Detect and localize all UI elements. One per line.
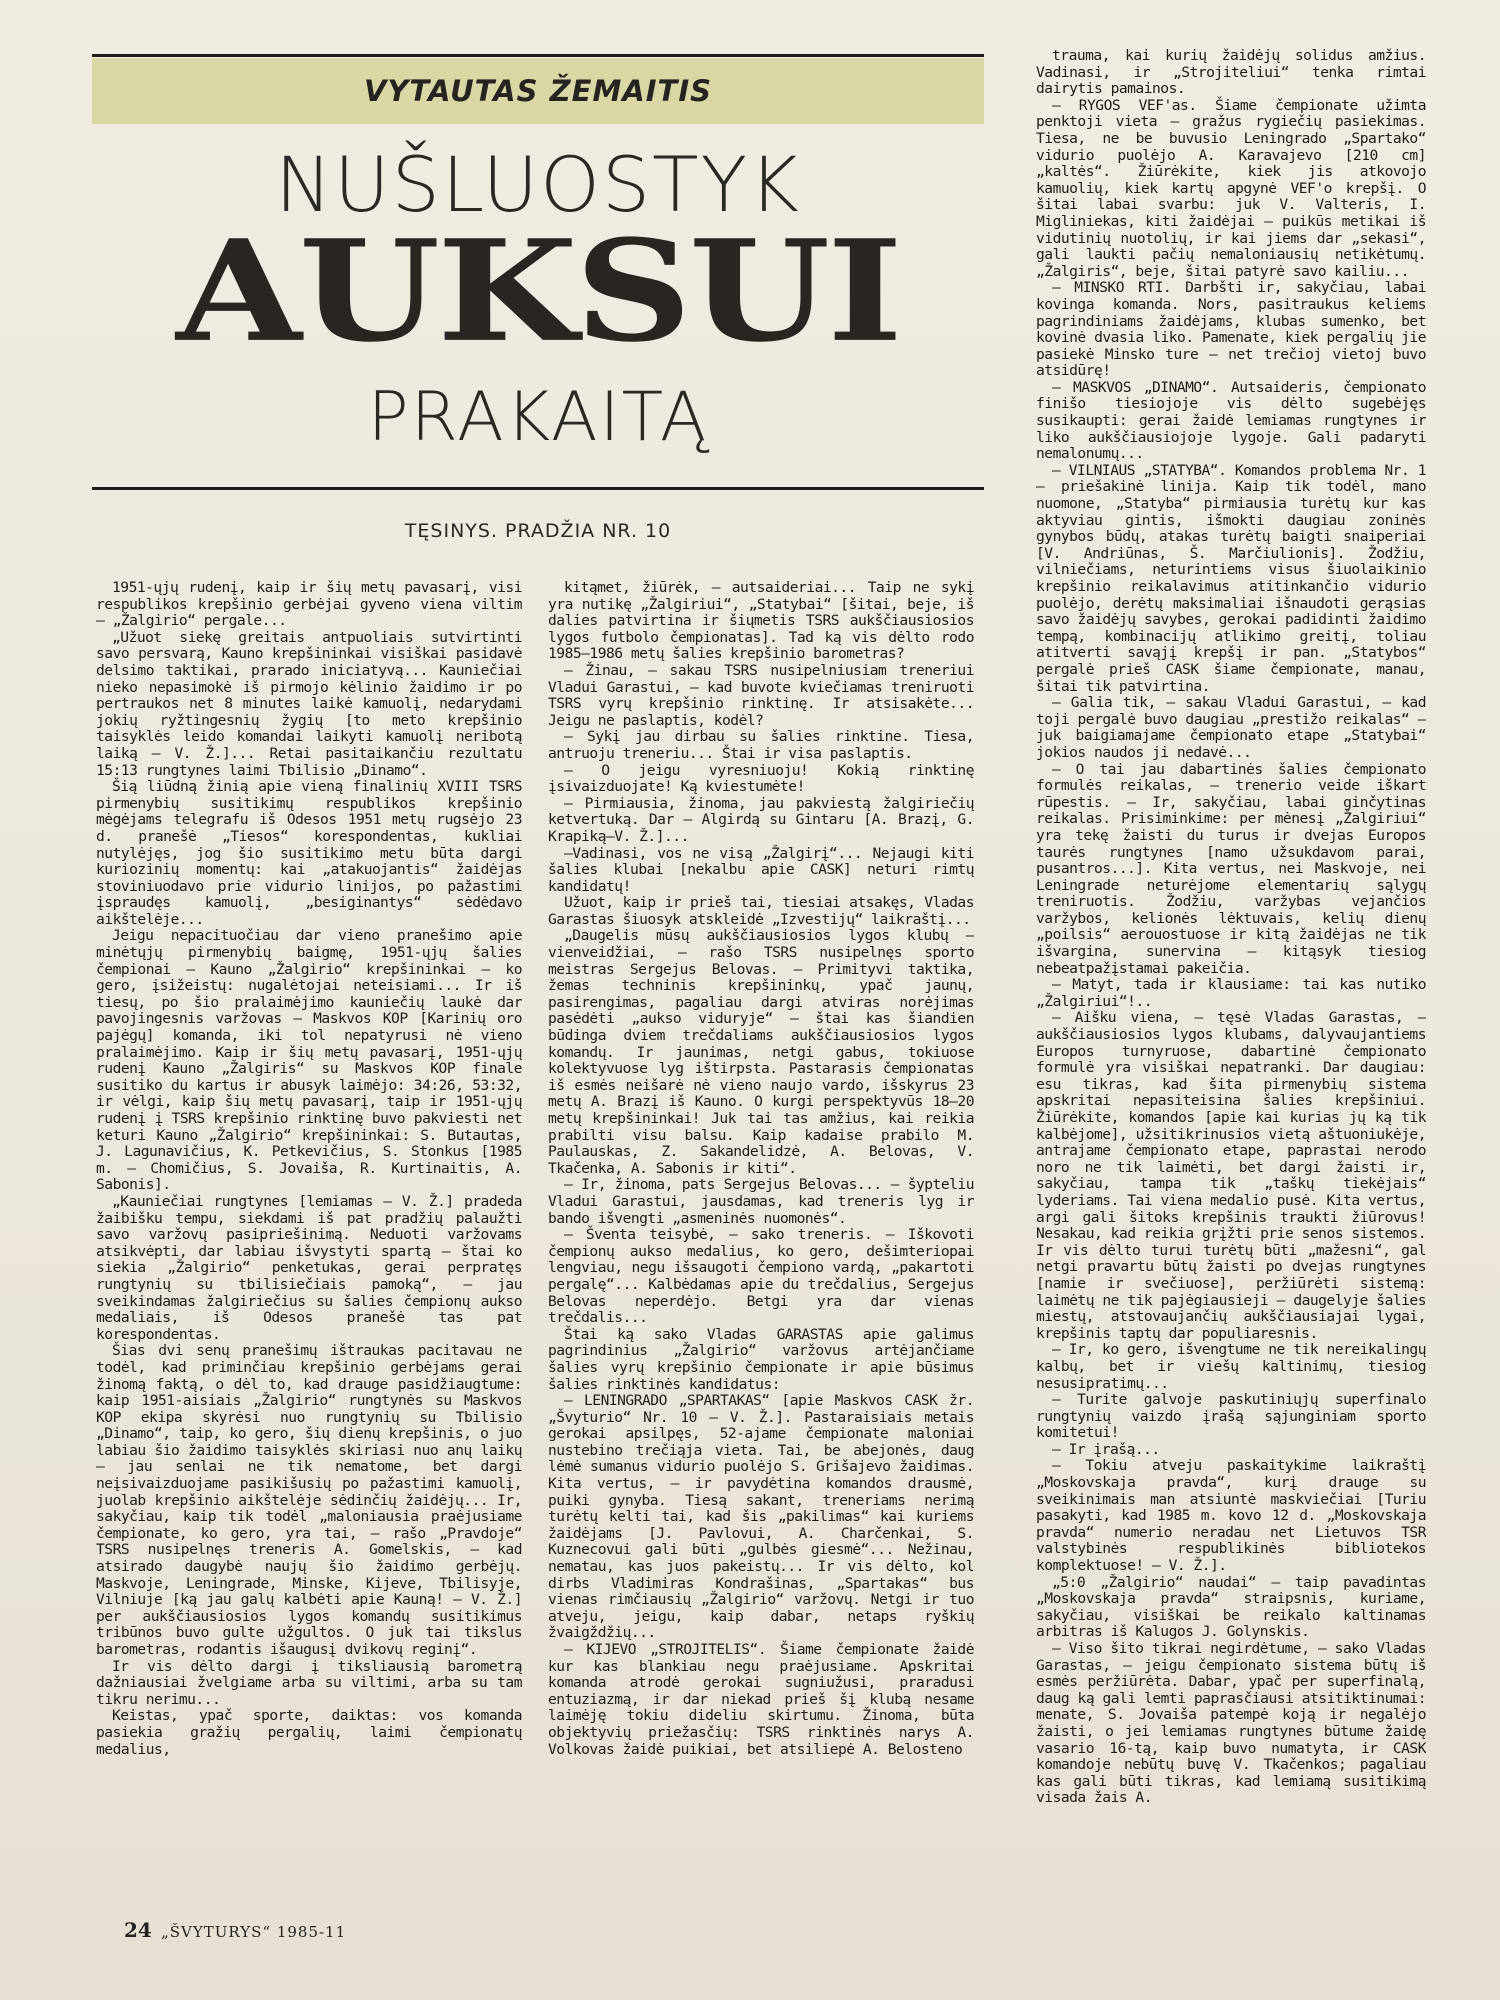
article-paragraph: — KIJEVO „STROJITELIS“. Šiame čempionate žaidė kur kas blankiau negu praėjusiame. Apskritai komanda atrodė gerokai sugniužusi, praradusi entuziazmą, ir dar niekad prieš šį klubą nesame laimėję tokiu dideliu skirtumu. Žinoma, būta objektyvių priežasčių: TSRS rinktinės narys A. Volkovas žaidė puikiai, bet atsiliepė A. Belosteno xyxy=(548,1641,974,1758)
article-paragraph: 1951-ųjų rudenį, kaip ir šių metų pavasarį, visi respublikos krepšinio gerbėjai gyveno viena viltim — „Žalgirio“ pergale... xyxy=(96,580,522,630)
article-paragraph: trauma, kai kurių žaidėjų solidus amžius. Vadinasi, ir „Strojiteliui“ tenka rimtai dairytis pamainos. xyxy=(1036,48,1426,98)
page-number: 24 xyxy=(124,1918,152,1942)
headline-bottom: PRAKAITĄ xyxy=(367,378,709,457)
article-paragraph: — Ir, ko gero, išvengtume ne tik nereikalingų kalbų, bet ir viešų kaltinimų, tiesiog nesusipratimų... xyxy=(1036,1341,1426,1392)
author-name: VYTAUTAS ŽEMAITIS xyxy=(363,74,712,108)
article-paragraph: „5:0 „Žalgirio“ naudai“ — taip pavadintas „Moskovskaja pravda“ straipsnis, kuriame, sakyčiau, visiškai be reikalo kaltinamas arbitras iš Kalugos J. Golynskis. xyxy=(1036,1573,1426,1641)
top-rule xyxy=(92,54,984,57)
article-paragraph: Keistas, ypač sporte, daiktas: vos komanda pasiekia gražių pergalių, laimi čempionatų medalius, xyxy=(96,1707,522,1758)
article-paragraph: — Aišku viena, — tęsė Vladas Garastas, — aukščiausiosios lygos klubams, dalyvaujantiems Europos turnyruose, dabartinė čempionato formulė yra visiškai nepatranki. Dar daugiau: esu tikras, kad šita pirmenybių sistema apskritai nepasiteisina šalies krepšiniui. Žiūrėkite, komandos [apie kai kurias jų ką tik kalbėjome], užsitikrinusios vietą aštuoniukėje, antrajame čempionato etape, paprastai nerodo noro ne tik laimėti, bet dargi žaisti ir, sakyčiau, tampa tik „taškų tiekėjais“ lyderiams. Tai viena medalio pusė. Kita vertus, argi gali šitoks krepšinis traukti žiūrovus! Nesakau, kad reikia grįžti prie senos sistemos. Ir vis dėlto turui turėtų būti „mažesni“, gal netgi pravartu būtų žaisti po dvejas rungtynes [namie ir svečiuose], peržiūrėti sistemą: laimėtų ne tik pajėgiausieji — daugelyje šalies miestų, atstovaujančių aukščiausiajai lygai, krepšinis taptų dar populiaresnis. xyxy=(1036,1009,1426,1342)
article-paragraph: — O tai jau dabartinės šalies čempionato formulės reikalas, — trenerio veide iškart rūpestis. — Ir, sakyčiau, labai ginčytinas reikalas. Prisiminkime: per mėnesį „Žalgiriui“ yra tekę žaisti du turus ir dvejas Europos taurės rungtynes [namo užsukdavom parai, pusantros...]. Kita vertus, nei Maskvoje, nei Leningrade neturėjome elementarių sąlygų treniruotis. Žodžiu, varžybas vejančios varžybos, kelionės lėktuvais, kelių dienų „poilsis“ aerouostuose ir kitą žaidėjas ne tik išvargina, sunervina — kitąsyk tiesiog nebeatpažįstamai pakeičia. xyxy=(1036,760,1426,977)
article-paragraph: Ir vis dėlto dargi į tiksliausią barometrą dažniausiai žvelgiame arba su viltimi, arba su tam tikru nerimu... xyxy=(96,1657,522,1708)
author-band xyxy=(92,58,984,124)
article-column-2 xyxy=(548,580,974,1900)
article-paragraph: „Užuot siekę greitais antpuoliais sutvirtinti savo persvarą, Kauno krepšininkai visiškai pasidavė delsimo taktikai, prarado iniciatyvą... Kauniečiai nieko nepasimokė iš pirmojo kėlinio žaidimo ir po pertraukos net 8 minutes laikė kamuolį, nedarydami jokių ryžtingesnių žygių [to meto krepšinio taisyklės leido komandai laikyti kamuolį neribotą laiką — V. Ž.]... Retai pasitaikančiu rezultatu 15:13 rungtynes laimi Tbilisio „Dinamo“. xyxy=(96,628,522,779)
page-footer xyxy=(124,1918,346,1942)
article-paragraph: — VILNIAUS „STATYBA“. Komandos problema Nr. 1 — priešakinė linija. Kaip tik todėl, mano nuomone, „Statyba“ pirmiausia turėtų kur kas aktyviau gintis, išmokti daugiau zoninės gynybos būdų, atakas turėtų baigti snaiperiai [V. Andriūnas, Š. Marčiulionis]. Žodžiu, vilniečiams, neturintiems visus šiuolaikinio krepšinio reikalavimus atitinkančio vidurio puolėjo, derėtų maksimaliai išnaudoti gerąsias savo žaidėjų savybes, gerokai padidinti žaidimo tempą, kombinacijų atlikimo greitį, toliau atitverti savąjį krepšį ir pan. „Statybos“ pergalė prieš CASK šiame čempionate, manau, šitai tik patvirtina. xyxy=(1036,461,1426,695)
article-paragraph: — RYGOS VEF'as. Šiame čempionate užimta penktoji vieta — gražus rygiečių pasiekimas. Tiesa, ne be buvusio Leningrado „Spartako“ vidurio puolėjo A. Karavajevo [210 cm] „kaltės“. Žiūrėkite, kiek jis atkovojo kamuolių, kiek kartų apgynė VEF'o krepšį. O šitai labai svarbu: juk V. Valteris, I. Migliniekas, kiti žaidėjai — puikūs metikai iš vidutinių nuotolių, ir kai jiems dar „sekasi“, gali laukti pačių nemaloniausių netikėtumų. „Žalgiris“, beje, šitai patyrė savo kailiu... xyxy=(1036,96,1426,280)
headline-top: NUŠLUOSTYK xyxy=(275,140,801,229)
article-paragraph: — O jeigu vyresniuoju! Kokią rinktinę įsivaizduojate! Ką kviestumėte! xyxy=(548,761,974,796)
article-paragraph: — Ir įrašą... xyxy=(1052,1440,1160,1458)
article-paragraph: „Kauniečiai rungtynes [lemiamas — V. Ž.] pradeda žaibišku tempu, siekdami iš pat pradžių palaužti savo varžovų pasipriešinimą. Neduoti varžovams atsikvėpti, dar labiau išvystyti spartą — štai ko siekia „Žalgirio“ penketukas, gerai perpratęs rungtynių su tbilisiečiais pamoką“, — jau sveikindamas žalgiriečius su šalies čempionų aukso medaliais, iš Odesos pranešė tas pat korespondentas. xyxy=(96,1192,522,1343)
article-paragraph: — Pirmiausia, žinoma, jau pakviestą žalgiriečių ketvertuką. Dar — Algirdą su Gintaru [A. Brazį, G. Krapiką—V. Ž.]... xyxy=(548,794,974,845)
article-paragraph: kitąmet, žiūrėk, — autsaideriai... Taip ne sykį yra nutikę „Žalgiriui“, „Statybai“ [šitai, beje, iš dalies patvirtina ir šiųmetis TSRS aukščiausiosios lygos futbolo čempionatas]. Tad ką vis dėlto rodo 1985—1986 metų šalies krepšinio barometras? xyxy=(548,580,974,663)
article-paragraph: Jeigu nepacituočiau dar vieno pranešimo apie minėtųjų pirmenybių baigmę, 1951-ųjų šalies čempionai — Kauno „Žalgirio“ krepšininkai — ko gero, įsižeistų: nugalėtojai neteisiami... Ir iš tiesų, po šio pralaimėjimo kauniečių laukė dar pavojingesnis varžovas — Maskvos KOP [Karinių oro pajėgų] komanda, iki tol nepatyrusi nė vieno pralaimėjimo. Kaip ir šių metų pavasarį, 1951-ųjų rudenį Kauno „Žalgiris“ su Maskvos KOP finale susitiko du kartus ir abusyk laimėjo: 34:26, 53:32, ir vėlgi, kaip šių metų pavasarį, taip ir 1951-ųjų rudenį į TSRS krepšinio rinktinę buvo pakviesti net keturi Kauno „Žalgirio“ krepšininkai: S. Butautas, J. Lagunavičius, K. Petkevičius, S. Stonkus [1985 m. — Chomičius, S. Jovaiša, R. Kurtinaitis, A. Sabonis]. xyxy=(96,927,522,1194)
article-paragraph: Šią liūdną žinią apie vieną finalinių XVIII TSRS pirmenybių susitikimų respublikos krepšinio mėgėjams telegrafu iš Odesos 1951 metų rugsėjo 23 d. pranešė „Tiesos“ korespondentas, kukliai nutylėjęs, jog šio susitikimo metu būta dargi kuriozinių momentų: kai „atakuojantis“ žaidėjas stoviniuodavo prie vidurio linijos, po pažastimi įspraudęs kamuolį, „besiginantys“ sėdėdavo aikštelėje... xyxy=(96,778,522,928)
article-paragraph: — MASKVOS „DINAMO“. Autsaideris, čempionato finišo tiesiojoje vis dėlto sugebėjęs susikaupti: gerai žaidė lemiamas rungtynes ir liko aukščiausiojoje lygoje. Gali padaryti nemalonumų... xyxy=(1036,378,1426,463)
continuation-note: TĘSINYS. PRADŽIA NR. 10 xyxy=(404,520,672,542)
article-paragraph: — Turite galvoje paskutiniųjų superfinalo rungtynių vaizdo įrašą sąjunginiam sporto komitetui! xyxy=(1036,1391,1426,1442)
article-column-3 xyxy=(1036,48,1426,1900)
article-paragraph: — LENINGRADO „SPARTAKAS“ [apie Maskvos CASK žr. „Švyturio“ Nr. 10 — V. Ž.]. Pastaraisiais metais gerokai apsilpęs, 52-ajame čempionate maloniai nustebino trečiąja vieta. Tai, be abejonės, daug lėmė sumanus vidurio puolėjo S. Grišajevo žaidimas. Kita vertus, — ir pavydėtina komandos drausmė, puiki gynyba. Tiesą sakant, treneriams nerimą turėtų kelti tai, kad šis „pakilimas“ kai kuriems žaidėjams [J. Pavlovui, A. Charčenkai, S. Kuznecovui gali būti „gulbės giesmė“... Nežinau, nematau, kas juos pakeistų... Ir vis dėlto, kol dirbs Vladimiras Kondrašinas, „Spartakas“ bus vienas rimčiausių „Žalgirio“ varžovų. Netgi ir tuo atveju, jeigu, kaip dabar, netaps ryškių žvaigždžių... xyxy=(548,1392,974,1642)
article-paragraph: Užuot, kaip ir prieš tai, tiesiai atsakęs, Vladas Garastas šiuosyk atskleidė „Izvestijų“ laikraštį... xyxy=(548,894,974,928)
article-paragraph: — Viso šito tikrai negirdėtume, — sako Vladas Garastas, — jeigu čempionato sistema būtų iš esmės peržiūrėta. Dabar, ypač per superfinalą, daug ką gali lemti paprasčiausi atsitiktinumai: menate, S. Jovaiša patempė koją ir negalėjo žaisti, o jei lemiamas rungtynes būtume žaidę vasario 16-tą, kaip buvo numatyta, ir CASK komandoje nebūtų buvę V. Tkačenkos; pagaliau kas gali būti tikras, kad lemiamą susitikimą visada žais A. xyxy=(1036,1640,1426,1807)
article-paragraph: — Tokiu atveju paskaitykime laikraštį „Moskovskaja pravda“, kurį drauge su sveikinimais man atsiuntė maskviečiai [Turiu pasakyti, kad 1985 m. kovo 12 d. „Moskovskaja pravda“ numerio neradau net Lietuvos TSR valstybinės respublikinės bibliotekos komplektuose! — V. Ž.]. xyxy=(1036,1457,1426,1575)
article-paragraph: — Sykį jau dirbau su šalies rinktine. Tiesa, antruoju treneriu... Štai ir visa paslaptis. xyxy=(548,728,974,762)
article-column-1 xyxy=(96,580,522,1900)
article-paragraph: Šias dvi senų pranešimų ištraukas pacitavau ne todėl, kad priminčiau krepšinio gerbėjams gerai žinomą faktą, o dėl to, kad drauge pasidžiaugtume: kaip 1951-aisiais „Žalgirio“ rungtynės su Maskvos KOP ekipa skyrėsi nuo rungtynių su Tbilisio „Dinamo“, taip, ko gero, šių dienų krepšinis, o juo labiau šio žaidimo taisyklės skiriasi nuo anų laikų — jau senlai ne tik nematome, bet dargi neįsivaizduojame pasikišusių po pažastimi kamuolį, juolab krepšinio aikštelėje sėdinčių žaidėjų... Ir, sakyčiau, kaip tik todėl „maloniausia praėjusiame čempionate, ko gero, yra tai, — rašo „Pravdoje“ TSRS nusipelnęs treneris A. Gomelskis, — kad atsirado daugybė naujų šio žaidimo gerbėjų. Maskvoje, Leningrade, Minske, Kijeve, Tbilisyje, Vilniuje [ką jau galų kalbėti apie Kauną! — V. Ž.] per aukščiausiosios lygos komandų susitikimus tribūnos buvo gulte užgultos. O juk tai tikslus barometras, rodantis išaugusį dvikovų reginį“. xyxy=(96,1342,522,1658)
magazine-issue: „ŠVYTURYS“ 1985-11 xyxy=(160,1923,347,1941)
article-paragraph: Štai ką sako Vladas GARASTAS apie galimus pagrindinius „Žalgirio“ varžovus artėjančiame šalies vyrų krepšinio čempionate ir apie būsimus šalies rinktinės kandidatus: xyxy=(548,1325,974,1393)
article-paragraph: — MINSKO RTI. Darbšti ir, sakyčiau, labai kovinga komanda. Nors, pasitraukus keliems pagrindiniams žaidėjams, klubas sumenko, bet kovinė dvasia liko. Pamenate, kiek pergalių jie pasiekė Minsko ture — net trečioj vietoj buvo atsidūrę! xyxy=(1036,279,1426,380)
article-paragraph: — Matyt, tada ir klausiame: tai kas nutiko „Žalgiriui“!.. xyxy=(1036,976,1426,1010)
bottom-rule xyxy=(92,487,984,490)
headline-main: AUKSUI xyxy=(176,209,900,374)
article-paragraph: — Galia tik, — sakau Vladui Garastui, — kad toji pergalė buvo daugiau „prestižo reikalas“ — juk baigiamajame čempionato etape „Statybai“ jokios naudos ji nedavė... xyxy=(1036,694,1426,761)
article-paragraph: — Ir, žinoma, pats Sergejus Belovas... — šypteliu Vladui Garastui, jausdamas, kad treneris lyg ir bando išvengti „asmeninės nuomonės“. xyxy=(548,1176,974,1227)
article-paragraph: —Vadinasi, vos ne visą „Žalgirį“... Nejaugi kiti šalies klubai [nekalbu apie CASK] neturi rimtų kandidatų! xyxy=(548,844,974,895)
article-paragraph: „Daugelis mūsų aukščiausiosios lygos klubų — vienveidžiai, — rašo TSRS nusipelnęs sporto meistras Sergejus Belovas. — Primityvi taktika, žemas techninis krepšininkų, ypač jaunų, pasirengimas, pagaliau dargi atviras norėjimas pasėdėti „aukso viduryje“ — štai kas šiandien būdinga dviem trečdaliams aukščiausiosios lygos komandų. Ir jaunimas, netgi gabus, tokiuose kolektyvuose lyg ištirpsta. Pastarasis čempionatas iš esmės neišarė nė vieno naujo vardo, išskyrus 23 metų A. Brazį iš Kauno. O kurgi perspektyvūs 18—20 metų krepšininkai! Juk tai tas amžius, kai reikia prabilti visu balsu. Kaip kadaise prabilo M. Paulauskas, Z. Sakandelidzė, A. Belovas, V. Tkačenka, A. Sabonis ir kiti“. xyxy=(548,927,974,1177)
article-paragraph: — Žinau, — sakau TSRS nusipelniusiam treneriui Vladui Garastui, — kad buvote kviečiamas treniruoti TSRS vyrų krepšinio rinktinę. Ir atsisakėte... Jeigu ne paslaptis, kodėl? xyxy=(548,661,974,729)
article-paragraph: — Šventa teisybė, — sako treneris. — Iškovoti čempionų aukso medalius, ko gero, dešimteriopai lengviau, negu išsaugoti čempiono vardą, „pakartoti pergalę“... Kalbėdamas apie du trečdalius, Sergejus Belovas neperdėjo. Betgi yra dar vienas trečdalis... xyxy=(548,1226,974,1327)
